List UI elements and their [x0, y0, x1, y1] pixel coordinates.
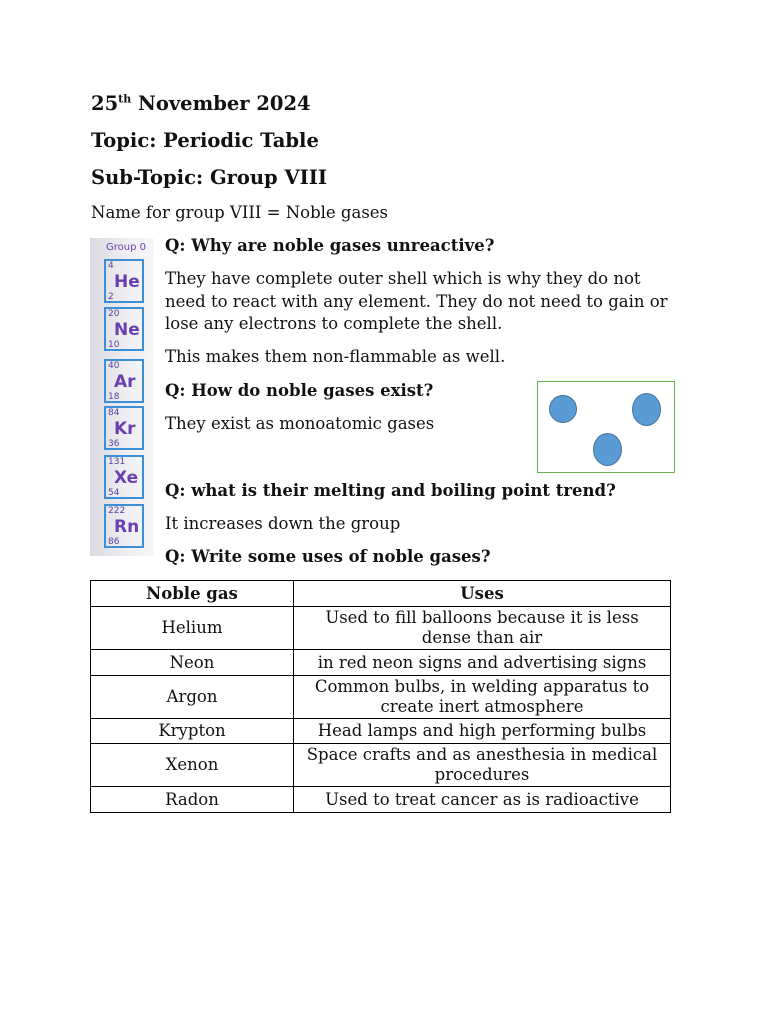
table-row: [91, 607, 671, 650]
question-unreactive: Q: Why are noble gases unreactive?: [165, 236, 495, 255]
gas-cell: Helium: [91, 607, 294, 650]
subtopic-heading: Sub-Topic: Group VIII: [91, 166, 327, 189]
table-row: [91, 676, 671, 719]
table-row: [91, 744, 671, 787]
answer-exist: They exist as monoatomic gases: [165, 414, 435, 433]
gas-cell: Radon: [91, 787, 294, 813]
answer-unreactive: They have complete outer shell which is why they do not need to react with any element. They do not need to gain or lose any electrons to complete the shell.: [165, 269, 668, 333]
question-exist: Q: How do noble gases exist?: [165, 381, 434, 400]
atom-circle: [549, 395, 577, 423]
gas-cell: Xenon: [91, 744, 294, 787]
question-uses: Q: Write some uses of noble gases?: [165, 547, 491, 566]
uses-cell: in red neon signs and advertising signs: [294, 650, 671, 676]
group-name-line: Name for group VIII = Noble gases: [91, 203, 389, 222]
atom-circle: [593, 433, 622, 466]
gas-cell: Neon: [91, 650, 294, 676]
group-0-strip-image: [90, 238, 154, 556]
column-header: Uses: [294, 581, 671, 607]
date-heading: 25th November 2024: [91, 92, 311, 115]
column-header: Noble gas: [91, 581, 294, 607]
element-cell-xe: 131 Xe 54: [104, 455, 144, 499]
table-row: [91, 719, 671, 744]
uses-cell: Used to fill balloons because it is less dense than air: [294, 607, 671, 650]
element-cell-he: 4 He 2: [104, 259, 144, 303]
group-label: Group 0: [106, 242, 146, 253]
noble-gas-uses-table: [90, 580, 671, 813]
uses-cell: Used to treat cancer as is radioactive: [294, 787, 671, 813]
atom-circle: [632, 393, 661, 426]
uses-cell: Space crafts and as anesthesia in medical procedures: [294, 744, 671, 787]
element-cell-kr: 84 Kr 36: [104, 406, 144, 450]
uses-cell: Common bulbs, in welding apparatus to create inert atmosphere: [294, 676, 671, 719]
monoatomic-gas-diagram: [537, 381, 675, 473]
element-cell-ne: 20 Ne 10: [104, 307, 144, 351]
gas-cell: Argon: [91, 676, 294, 719]
table-row: [91, 787, 671, 813]
element-cell-ar: 40 Ar 18: [104, 359, 144, 403]
table-header-row: [91, 581, 671, 607]
topic-heading: Topic: Periodic Table: [91, 129, 319, 152]
table-row: [91, 650, 671, 676]
uses-cell: Head lamps and high performing bulbs: [294, 719, 671, 744]
answer-trend: It increases down the group: [165, 514, 401, 533]
gas-cell: Krypton: [91, 719, 294, 744]
answer-non-flammable: This makes them non-flammable as well.: [165, 347, 506, 366]
element-cell-rn: 222 Rn 86: [104, 504, 144, 548]
question-trend: Q: what is their melting and boiling point trend?: [165, 481, 616, 500]
